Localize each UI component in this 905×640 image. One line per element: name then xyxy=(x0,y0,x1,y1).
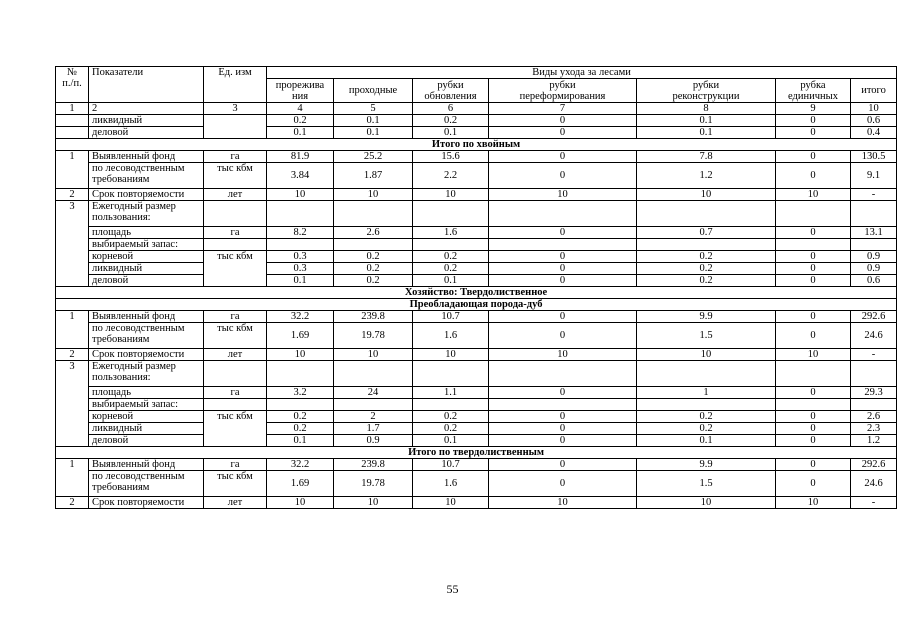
index-cell: 1 xyxy=(56,103,89,115)
value-cell: - xyxy=(851,349,897,361)
unit-cell: лет xyxy=(204,189,267,201)
indicator-cell: корневой xyxy=(89,251,204,263)
empty-cell xyxy=(637,239,776,251)
indicator-cell: корневой xyxy=(89,411,204,423)
unit-cell: тыс кбм xyxy=(204,323,267,349)
indicator-cell: выбираемый запас: xyxy=(89,399,204,411)
indicator-cell: деловой xyxy=(89,127,204,139)
header-num: № п./п. xyxy=(56,67,89,103)
value-cell: 1.87 xyxy=(334,163,413,189)
section-title: Преобладающая порода-дуб xyxy=(56,299,897,311)
index-cell: 4 xyxy=(267,103,334,115)
empty-cell xyxy=(204,115,267,139)
unit-cell: га xyxy=(204,311,267,323)
unit-cell: тыс кбм xyxy=(204,411,267,447)
value-cell: 0.2 xyxy=(267,115,334,127)
value-cell: 0 xyxy=(489,227,637,239)
value-cell: 1.2 xyxy=(851,435,897,447)
indicator-cell: по лесоводственным требованиям xyxy=(89,471,204,497)
value-cell: 0.1 xyxy=(637,435,776,447)
value-cell: 0 xyxy=(489,151,637,163)
empty-cell xyxy=(204,201,267,227)
value-cell: 0 xyxy=(489,471,637,497)
data-row xyxy=(56,399,897,411)
value-cell: 0 xyxy=(489,387,637,399)
value-cell: 0.1 xyxy=(637,127,776,139)
data-row xyxy=(56,459,897,471)
value-cell: - xyxy=(851,497,897,509)
value-cell: 32.2 xyxy=(267,459,334,471)
value-cell: 292.6 xyxy=(851,459,897,471)
empty-cell xyxy=(267,201,334,227)
value-cell: 0.4 xyxy=(851,127,897,139)
empty-cell xyxy=(204,399,267,411)
empty-cell xyxy=(267,239,334,251)
value-cell: 3.2 xyxy=(267,387,334,399)
value-cell: 3.84 xyxy=(267,163,334,189)
value-cell: 13.1 xyxy=(851,227,897,239)
value-cell: 24.6 xyxy=(851,471,897,497)
index-row xyxy=(56,103,897,115)
value-cell: 292.6 xyxy=(851,311,897,323)
indicator-cell: ликвидный xyxy=(89,423,204,435)
value-cell: 25.2 xyxy=(334,151,413,163)
value-cell: 0 xyxy=(489,275,637,287)
data-row xyxy=(56,349,897,361)
value-cell: 1.5 xyxy=(637,471,776,497)
value-cell: 0.1 xyxy=(267,275,334,287)
value-cell: 0 xyxy=(776,411,851,423)
value-cell: 0 xyxy=(489,459,637,471)
value-cell: 10 xyxy=(413,189,489,201)
empty-cell xyxy=(851,239,897,251)
value-cell: 0.2 xyxy=(267,423,334,435)
data-row xyxy=(56,275,897,287)
empty-cell xyxy=(776,399,851,411)
empty-cell xyxy=(267,399,334,411)
indicator-cell: выбираемый запас: xyxy=(89,239,204,251)
empty-cell xyxy=(851,399,897,411)
header-column: прорежива ния xyxy=(267,79,334,103)
header-column: рубки обновления xyxy=(413,79,489,103)
value-cell: 1.69 xyxy=(267,323,334,349)
value-cell: 2.6 xyxy=(851,411,897,423)
empty-cell xyxy=(489,201,637,227)
section-title: Итого по твердолиственным xyxy=(56,447,897,459)
value-cell: 1.5 xyxy=(637,323,776,349)
empty-cell xyxy=(776,361,851,387)
value-cell: 15.6 xyxy=(413,151,489,163)
value-cell: 1.6 xyxy=(413,323,489,349)
data-row xyxy=(56,423,897,435)
value-cell: 0.2 xyxy=(334,263,413,275)
row-number: 3 xyxy=(56,201,89,287)
section-title: Хозяйство: Твердолиственное xyxy=(56,287,897,299)
index-cell: 7 xyxy=(489,103,637,115)
value-cell: 0 xyxy=(489,127,637,139)
value-cell: 0 xyxy=(776,115,851,127)
indicator-cell: Ежегодный размер пользования: xyxy=(89,361,204,387)
empty-cell xyxy=(489,361,637,387)
index-cell: 6 xyxy=(413,103,489,115)
value-cell: 0.7 xyxy=(637,227,776,239)
value-cell: 9.1 xyxy=(851,163,897,189)
value-cell: 10 xyxy=(334,349,413,361)
value-cell: 0 xyxy=(776,263,851,275)
data-row xyxy=(56,323,897,349)
value-cell: 10 xyxy=(776,497,851,509)
value-cell: 10 xyxy=(637,497,776,509)
data-row xyxy=(56,311,897,323)
value-cell: 81.9 xyxy=(267,151,334,163)
row-number: 2 xyxy=(56,189,89,201)
empty-cell xyxy=(637,399,776,411)
data-row xyxy=(56,239,897,251)
row-number: 2 xyxy=(56,349,89,361)
value-cell: 32.2 xyxy=(267,311,334,323)
index-cell: 3 xyxy=(204,103,267,115)
section-title-row xyxy=(56,287,897,299)
value-cell: 10 xyxy=(776,189,851,201)
empty-cell xyxy=(489,399,637,411)
value-cell: 10 xyxy=(334,497,413,509)
value-cell: 0 xyxy=(489,323,637,349)
data-row xyxy=(56,115,897,127)
value-cell: 0.9 xyxy=(851,263,897,275)
empty-cell xyxy=(204,239,267,251)
value-cell: 2.2 xyxy=(413,163,489,189)
value-cell: 10 xyxy=(489,189,637,201)
value-cell: 1.6 xyxy=(413,471,489,497)
unit-cell: га xyxy=(204,151,267,163)
data-row xyxy=(56,263,897,275)
value-cell: 0 xyxy=(776,127,851,139)
value-cell: 19.78 xyxy=(334,471,413,497)
value-cell: 0.2 xyxy=(413,251,489,263)
value-cell: 7.8 xyxy=(637,151,776,163)
value-cell: 1.6 xyxy=(413,227,489,239)
value-cell: 0 xyxy=(489,163,637,189)
forest-care-table xyxy=(55,66,897,509)
data-row xyxy=(56,251,897,263)
indicator-cell: Выявленный фонд xyxy=(89,459,204,471)
value-cell: 10 xyxy=(637,349,776,361)
data-row xyxy=(56,201,897,227)
value-cell: 2 xyxy=(334,411,413,423)
empty-cell xyxy=(204,361,267,387)
value-cell: 10.7 xyxy=(413,459,489,471)
data-row xyxy=(56,163,897,189)
value-cell: 0 xyxy=(489,435,637,447)
value-cell: 0 xyxy=(776,459,851,471)
header-column: рубки реконструкции xyxy=(637,79,776,103)
indicator-cell: ликвидный xyxy=(89,115,204,127)
value-cell: 0.2 xyxy=(334,275,413,287)
unit-cell: га xyxy=(204,459,267,471)
value-cell: 0.2 xyxy=(637,411,776,423)
empty-cell xyxy=(56,127,89,139)
data-row xyxy=(56,127,897,139)
data-row xyxy=(56,361,897,387)
header-indicator: Показатели xyxy=(89,67,204,103)
empty-cell xyxy=(334,239,413,251)
value-cell: 0.1 xyxy=(334,115,413,127)
value-cell: 0 xyxy=(776,275,851,287)
value-cell: 0 xyxy=(489,115,637,127)
empty-cell xyxy=(489,239,637,251)
value-cell: 2.3 xyxy=(851,423,897,435)
value-cell: 0.2 xyxy=(637,251,776,263)
index-cell: 8 xyxy=(637,103,776,115)
value-cell: 1.69 xyxy=(267,471,334,497)
value-cell: 0.1 xyxy=(413,127,489,139)
value-cell: 0.2 xyxy=(267,411,334,423)
value-cell: - xyxy=(851,189,897,201)
value-cell: 8.2 xyxy=(267,227,334,239)
row-number: 1 xyxy=(56,311,89,349)
value-cell: 24 xyxy=(334,387,413,399)
value-cell: 0.2 xyxy=(637,275,776,287)
data-row xyxy=(56,435,897,447)
empty-cell xyxy=(776,201,851,227)
row-number: 3 xyxy=(56,361,89,447)
empty-cell xyxy=(637,361,776,387)
value-cell: 0.2 xyxy=(334,251,413,263)
empty-cell xyxy=(413,201,489,227)
value-cell: 10 xyxy=(413,497,489,509)
empty-cell xyxy=(334,399,413,411)
value-cell: 0.3 xyxy=(267,263,334,275)
empty-cell xyxy=(267,361,334,387)
indicator-cell: Срок повторяемости xyxy=(89,189,204,201)
empty-cell xyxy=(413,361,489,387)
empty-cell xyxy=(334,361,413,387)
value-cell: 10.7 xyxy=(413,311,489,323)
value-cell: 1 xyxy=(637,387,776,399)
unit-cell: га xyxy=(204,227,267,239)
empty-cell xyxy=(851,201,897,227)
value-cell: 0.2 xyxy=(413,115,489,127)
data-row xyxy=(56,387,897,399)
header-unit: Ед. изм xyxy=(204,67,267,103)
data-row xyxy=(56,151,897,163)
value-cell: 0 xyxy=(489,423,637,435)
page-number: 55 xyxy=(446,582,459,596)
value-cell: 0 xyxy=(776,163,851,189)
data-row xyxy=(56,227,897,239)
value-cell: 0.1 xyxy=(413,275,489,287)
header-row xyxy=(56,67,897,79)
value-cell: 0 xyxy=(776,471,851,497)
indicator-cell: Выявленный фонд xyxy=(89,151,204,163)
index-cell: 5 xyxy=(334,103,413,115)
header-column: рубки переформирования xyxy=(489,79,637,103)
index-cell: 2 xyxy=(89,103,204,115)
unit-cell: тыс кбм xyxy=(204,163,267,189)
value-cell: 9.9 xyxy=(637,311,776,323)
value-cell: 1.2 xyxy=(637,163,776,189)
empty-cell xyxy=(413,399,489,411)
value-cell: 24.6 xyxy=(851,323,897,349)
row-number: 2 xyxy=(56,497,89,509)
empty-cell xyxy=(776,239,851,251)
unit-cell: га xyxy=(204,387,267,399)
value-cell: 0.2 xyxy=(413,423,489,435)
section-title-row xyxy=(56,447,897,459)
value-cell: 10 xyxy=(413,349,489,361)
value-cell: 0.1 xyxy=(413,435,489,447)
value-cell: 10 xyxy=(334,189,413,201)
value-cell: 0 xyxy=(489,251,637,263)
value-cell: 0 xyxy=(776,311,851,323)
value-cell: 0.1 xyxy=(267,127,334,139)
value-cell: 0 xyxy=(776,435,851,447)
value-cell: 0 xyxy=(776,323,851,349)
header-group: Виды ухода за лесами xyxy=(267,67,897,79)
unit-cell: тыс кбм xyxy=(204,251,267,287)
value-cell: 0 xyxy=(489,263,637,275)
indicator-cell: деловой xyxy=(89,275,204,287)
header-column: проходные xyxy=(334,79,413,103)
data-row xyxy=(56,189,897,201)
value-cell: 0 xyxy=(776,387,851,399)
indicator-cell: Ежегодный размер пользования: xyxy=(89,201,204,227)
value-cell: 0.9 xyxy=(334,435,413,447)
data-row xyxy=(56,471,897,497)
value-cell: 0 xyxy=(776,251,851,263)
value-cell: 239.8 xyxy=(334,311,413,323)
value-cell: 0.1 xyxy=(267,435,334,447)
row-number: 1 xyxy=(56,459,89,497)
header-column: рубка единичных xyxy=(776,79,851,103)
value-cell: 0.1 xyxy=(334,127,413,139)
section-title-row xyxy=(56,139,897,151)
value-cell: 9.9 xyxy=(637,459,776,471)
header-column: итого xyxy=(851,79,897,103)
indicator-cell: ликвидный xyxy=(89,263,204,275)
value-cell: 0.2 xyxy=(413,411,489,423)
value-cell: 10 xyxy=(267,497,334,509)
row-number: 1 xyxy=(56,151,89,189)
empty-cell xyxy=(334,201,413,227)
value-cell: 130.5 xyxy=(851,151,897,163)
data-row xyxy=(56,411,897,423)
value-cell: 1.7 xyxy=(334,423,413,435)
value-cell: 0 xyxy=(776,227,851,239)
empty-cell xyxy=(413,239,489,251)
value-cell: 0.6 xyxy=(851,115,897,127)
data-row xyxy=(56,497,897,509)
indicator-cell: по лесоводственным требованиям xyxy=(89,163,204,189)
value-cell: 0.9 xyxy=(851,251,897,263)
value-cell: 0.2 xyxy=(413,263,489,275)
index-cell: 9 xyxy=(776,103,851,115)
value-cell: 0.2 xyxy=(637,263,776,275)
value-cell: 19.78 xyxy=(334,323,413,349)
value-cell: 0.3 xyxy=(267,251,334,263)
unit-cell: тыс кбм xyxy=(204,471,267,497)
index-cell: 10 xyxy=(851,103,897,115)
unit-cell: лет xyxy=(204,497,267,509)
value-cell: 0 xyxy=(776,423,851,435)
value-cell: 0.2 xyxy=(637,423,776,435)
value-cell: 0 xyxy=(489,311,637,323)
indicator-cell: деловой xyxy=(89,435,204,447)
value-cell: 0 xyxy=(776,151,851,163)
value-cell: 10 xyxy=(637,189,776,201)
indicator-cell: площадь xyxy=(89,387,204,399)
section-title-row xyxy=(56,299,897,311)
value-cell: 10 xyxy=(776,349,851,361)
indicator-cell: Срок повторяемости xyxy=(89,349,204,361)
value-cell: 10 xyxy=(267,189,334,201)
indicator-cell: площадь xyxy=(89,227,204,239)
value-cell: 10 xyxy=(267,349,334,361)
empty-cell xyxy=(56,115,89,127)
indicator-cell: Срок повторяемости xyxy=(89,497,204,509)
empty-cell xyxy=(637,201,776,227)
value-cell: 0.6 xyxy=(851,275,897,287)
value-cell: 0 xyxy=(489,411,637,423)
value-cell: 1.1 xyxy=(413,387,489,399)
value-cell: 239.8 xyxy=(334,459,413,471)
value-cell: 0.1 xyxy=(637,115,776,127)
empty-cell xyxy=(851,361,897,387)
value-cell: 10 xyxy=(489,497,637,509)
value-cell: 29.3 xyxy=(851,387,897,399)
indicator-cell: Выявленный фонд xyxy=(89,311,204,323)
unit-cell: лет xyxy=(204,349,267,361)
value-cell: 2.6 xyxy=(334,227,413,239)
value-cell: 10 xyxy=(489,349,637,361)
indicator-cell: по лесоводственным требованиям xyxy=(89,323,204,349)
section-title: Итого по хвойным xyxy=(56,139,897,151)
